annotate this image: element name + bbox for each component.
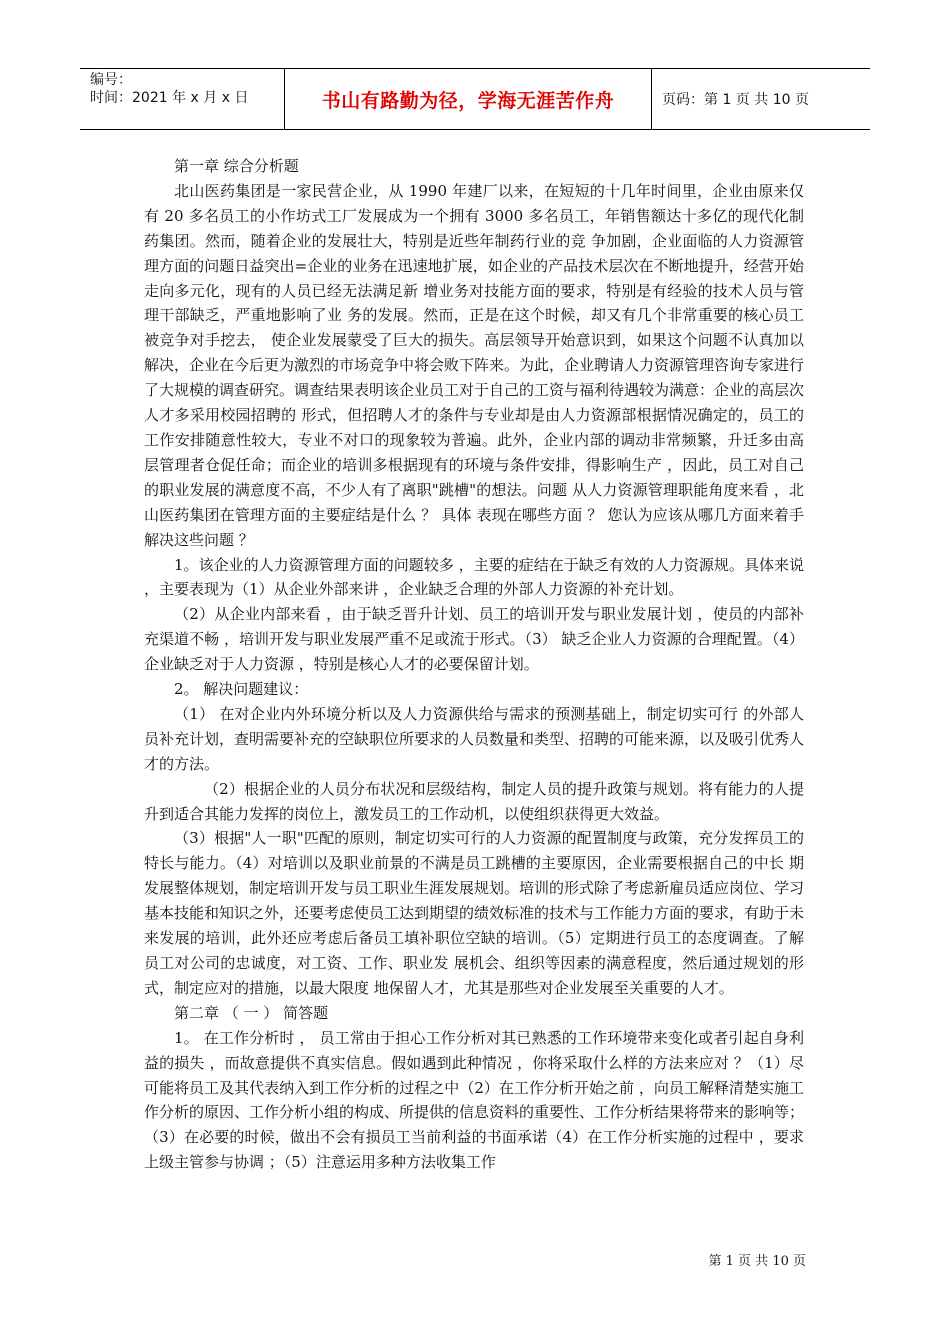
header-motto: 书山有路勤为径，学海无涯苦作舟 <box>284 69 652 129</box>
suggestion-1: （1） 在对企业内外环境分析以及人力资源供给与需求的预测基础上，制定切实可行 的外部人员补充计划，查明需要补充的空缺职位所要求的人员数量和类型、招聘的可能来源，以及吸引优秀人才的方法。 <box>144 704 805 773</box>
header-page-label: 页码：第 1 页 共 10 页 <box>662 92 809 108</box>
chapter-1-title: 第一章 综合分析题 <box>174 157 299 175</box>
header-meta <box>80 69 284 129</box>
case-paragraph: 北山医药集团是一家民营企业，从 1990 年建厂以来，在短短的十几年时间里，企业由原来仅有 20 多名员工的小作坊式工厂发展成为一个拥有 3000 多名员工，年销售额达十多亿的现代化制药集团。然而，随着企业的发展壮大，特别是近些年制药行业的竞 争加剧，企业面临的人力资源管理方面的问题日益突出=企业的业务在迅速地扩展，如企业的产品技术层次在不断地提升，经营开始走向多元化，现有的人员已经无法满足新 增业务对技能方面的要求，特别是有经验的技术人员与管理干部缺乏，严重地影响了业 务的发展。然而，正是在这个时候，却又有几个非常重要的核心员工被竞争对手挖去， 使企业发展蒙受了巨大的损失。高层领导开始意识到，如果这个问题不认真加以解决，企业在今后更为激烈的市场竞争中将会败下阵来。为此，企业聘请人力资源管理咨询专家进行了大规模的调查研究。调查结果表明该企业员工对于自己的工资与福利待遇较为满意：企业的高层次人才多采用校园招聘的 形式，但招聘人才的条件与专业却是由人力资源部根据情况确定的，员工的工作安排随意性较大，专业不对口的现象较为普遍。此外，企业内部的调动非常频繁，升迁多由高 层管理者仓促任命；而企业的培训多根据现有的环境与条件安排，得影响生产 ，因此，员工对自己的职业发展的满意度不高，不少人有了离职"跳槽"的想法。问题 从人力资源管理职能角度来看 ，北山医药集团在管理方面的主要症结是什么 ？ 具体 表现在哪些方面 ？ 您认为应该从哪几方面来着手解决这些问题 ？ <box>144 181 805 549</box>
answer-2-heading: 2。 解决问题建议： <box>174 680 309 699</box>
document-header <box>80 68 870 130</box>
document-body <box>144 154 804 1175</box>
suggestion-2: （2）根据企业的人员分布状况和层级结构，制定人员的提升政策与规划。将有能力的人提升到适合其能力发挥的岗位上，激发员工的工作动机，以使组织获得更大效益。 <box>144 779 804 823</box>
answer-1-continued: （2）从企业内部来看 ，由于缺乏晋升计划、员工的培训开发与职业发展计划 ，使员的内部补充渠道不畅 ，培训开发与职业发展严重不足或流于形式。（3） 缺乏企业人力资源的合理配置。（4） 企业缺乏对于人力资源 ，特别是核心人才的必要保留计划。 <box>144 605 804 674</box>
document-date-label: 时间：2021 年 x 月 x 日 <box>90 90 249 106</box>
document-number-label: 编号： <box>90 72 132 88</box>
page-footer: 第 1 页 共 10 页 <box>708 1254 806 1269</box>
suggestion-3-5: （3）根据"人一职"匹配的原则，制定切实可行的人力资源的配置制度与政策，充分发挥员工的特长与能力。（4）对培训以及职业前景的不满是员工跳槽的主要原因，企业需要根据自己的中长 期发展整体规划，制定培训开发与员工职业生涯发展规划。培训的形式除了考虑新雇员适应岗位、学习基本技能和知识之外，还要考虑使员工达到期望的绩效标准的技术与工作能力方面的要求，有助于未来发展的培训，此外还应考虑后备员工填补职位空缺的培训。（5）定期进行员工的态度调查。了解员工对公司的忠诚度，对工资、工作、职业发 展机会、组织等因素的满意程度，然后通过规划的形式，制定应对的措施，以最大限度 地保留人才，尤其是那些对企业发展至关重要的人才。 <box>144 829 805 997</box>
answer-1-paragraph: 1。该企业的人力资源管理方面的问题较多 ，主要的症结在于缺乏有效的人力资源规。具体来说 ，主要表现为（1）从企业外部来讲 ，企业缺乏合理的外部人力资源的补充计划。 <box>144 555 804 599</box>
chapter-2-title: 第二章 （ 一 ） 简答题 <box>174 1003 329 1022</box>
question-1-paragraph: 1。 在工作分析时 ， 员工常由于担心工作分析对其已熟悉的工作环境带来变化或者引起自身利益的损失 ，而故意提供不真实信息。假如遇到此种情况 ，你将采取什么样的方法来应对 ？（1）尽可能将员工及其代表纳入到工作分析的过程之中（2）在工作分析开始之前 ，向员工解释清楚实施工作分析的原因、工作分析小组的构成、所提供的信息资料的重要性、工作分析结果将带来的影响等；（3）在必要的时候，做出不会有损员工当前利益的书面承诺（4）在工作分析实施的过程中 ，要求上级主管参与协调 ；（5）注意运用多种方法收集工作 <box>144 1028 805 1172</box>
